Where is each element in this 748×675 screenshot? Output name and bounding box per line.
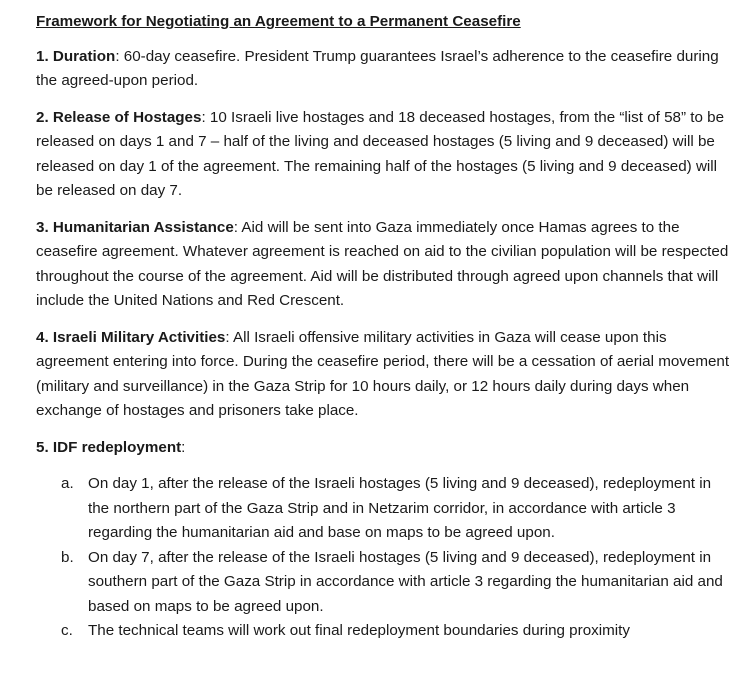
section-israeli-military-activities — [36, 326, 736, 424]
section-duration — [36, 45, 736, 94]
section-body: : 60-day ceasefire. President Trump guarantees Israel’s adherence to the ceasefire during the agreed-upon period. — [36, 47, 719, 89]
section-release-of-hostages — [36, 106, 736, 204]
section-body: : All Israeli offensive military activities in Gaza will cease upon this agreement entering into force. During the ceasefire period, there will be a cessation of aerial movement (military and surveillance) in the Gaza Strip for 10 hours daily, or 12 hours daily during days when exchange of hostages and prisoners take place. — [36, 328, 730, 419]
list-item-text: On day 1, after the release of the Israeli hostages (5 living and 9 deceased), redeployment in the northern part of the Gaza Strip and in Netzarim corridor, in accordance with article 3 regarding the humanitarian aid and base on maps to be agreed upon. — [88, 475, 712, 541]
section-body: : Aid will be sent into Gaza immediately once Hamas agrees to the ceasefire agreement. Whatever agreement is reached on aid to the civilian population will be respected throughout the course of the agreement. Aid will be distributed through agreed upon channels that will include the United Nations and Red Crescent. — [36, 218, 729, 309]
list-marker: a. — [61, 475, 74, 492]
list-marker: c. — [61, 622, 73, 639]
section-body: : — [181, 438, 186, 456]
section-heading: 4. Israeli Military Activities — [36, 328, 226, 346]
document-page — [36, 10, 736, 644]
list-item — [36, 619, 736, 644]
section-body: : 10 Israeli live hostages and 18 deceased hostages, from the “list of 58” to be released on days 1 and 7 – half of the living and deceased hostages (5 living and 9 deceased) will be released on day 1 of the agreement. The remaining half of the hostages (5 living and 9 deceased) will be released on day 7. — [36, 108, 725, 199]
document-title: Framework for Negotiating an Agreement to a Permanent Ceasefire — [36, 13, 521, 30]
section-idf-redeployment — [36, 436, 736, 461]
section-heading: 1. Duration — [36, 47, 116, 65]
section-heading: 3. Humanitarian Assistance — [36, 218, 234, 236]
list-item — [36, 546, 736, 620]
section-humanitarian-assistance — [36, 216, 736, 314]
redeployment-sub-list — [36, 472, 736, 644]
section-heading: 5. IDF redeployment — [36, 438, 182, 456]
section-heading: 2. Release of Hostages — [36, 108, 202, 126]
list-item-text: The technical teams will work out final redeployment boundaries during proximity — [88, 622, 630, 639]
list-marker: b. — [61, 548, 74, 566]
list-item-text: On day 7, after the release of the Israeli hostages (5 living and 9 deceased), redeployment in southern part of the Gaza Strip in accordance with article 3 regarding the humanitarian aid and based on maps to be agreed upon. — [88, 548, 723, 615]
list-item — [36, 472, 736, 546]
